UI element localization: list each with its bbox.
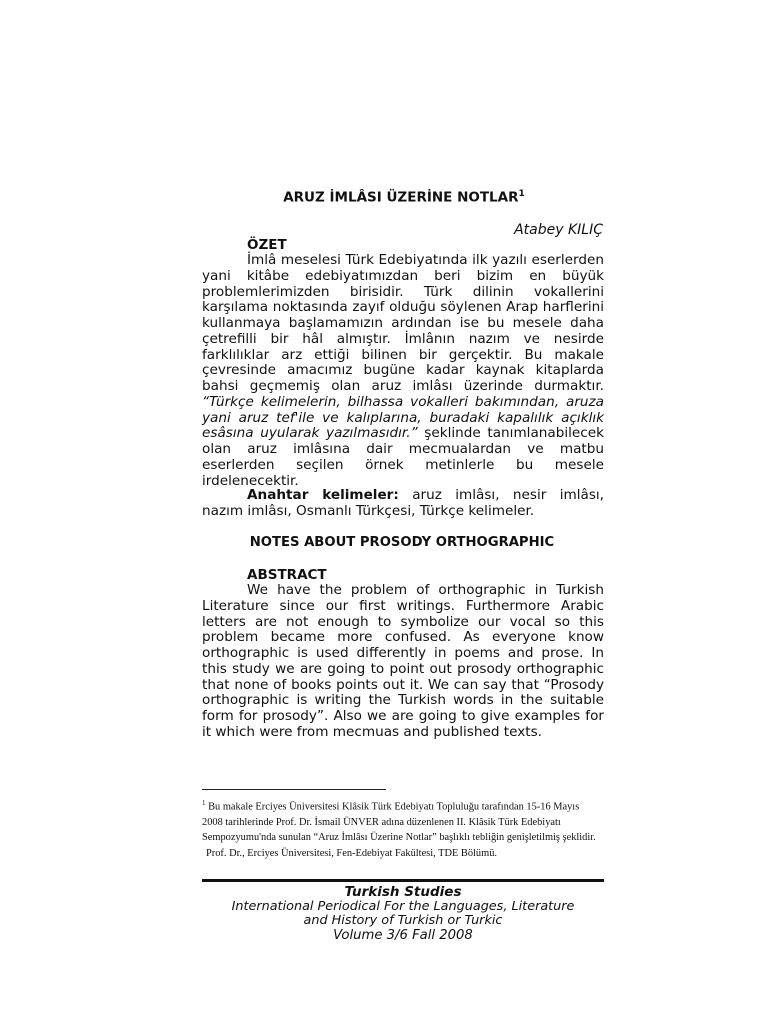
footnote-2: Prof. Dr., Erciyes Üniversitesi, Fen-Edebiyat Fakültesi, TDE Bölümü. bbox=[206, 847, 497, 859]
author-name: Atabey KILIÇ bbox=[514, 222, 603, 238]
english-title: NOTES ABOUT PROSODY ORTHOGRAPHIC bbox=[249, 535, 555, 550]
article-title bbox=[200, 189, 608, 206]
footnote-separator bbox=[202, 789, 386, 790]
journal-separator bbox=[202, 879, 604, 882]
abstract-paragraph: We have the problem of orthographic in Turkish Literature since our first writings. Furthermore Arabic letters are not enough to symbolize our vocal so this problem became more confused. As everyone know orthographic is used differently in poems and prose. In this study we are going to point out prosody orthographic that none of books points out it. We can say that “Prosody orthographic is writing the Turkish words in the suitable form for prosody”. Also we are going to give examples for it which were from mecmuas and published texts. bbox=[202, 582, 604, 740]
journal-subtitle-line1: International Periodical For the Languages, Literature bbox=[231, 898, 575, 914]
footnote-1-text: Bu makale Erciyes Üniversitesi Klâsik Türk Edebiyatı Topluluğu tarafından 15-16 Mayıs 2008 tarihlerinde Prof. Dr. İsmail ÜNVER adına düzenlenen II. Klâsik Türk Edebiyatı Sempozyumu'nda sunulan “Aruz İmlâsı Üzerine Notlar” başlıklı tebliğin genişletilmiş şeklidir. bbox=[202, 801, 596, 844]
article-title-text: ARUZ İMLÂSI ÜZERİNE NOTLAR bbox=[283, 189, 519, 206]
ozet-heading: ÖZET bbox=[247, 237, 287, 253]
keywords-text: aruz imlâsı, nesir imlâsı, nazım imlâsı, Osmanlı Türkçesi, Türkçe kelimeler. bbox=[202, 487, 604, 519]
ozet-paragraph bbox=[202, 253, 604, 489]
abstract-heading: ABSTRACT bbox=[247, 567, 327, 583]
journal-footer bbox=[202, 885, 604, 943]
ozet-text-part1: İmlâ meselesi Türk Edebiyatında ilk yazılı eserlerden yani kitâbe edebiyatımızdan beri bizim en büyük problemlerimizden birisidir. Türk dilinin vokallerini karşılama noktasında zayıf olduğu söylenen Arap harflerini kullanmaya başlamamızın ardından ise bu mesele daha çetrefilli bir hâl almıştır. İmlânın nazım ve nesirde farklılıklar arz ettiği bilinen bir gerçektir. Bu makale çevresinde amacımız bugüne kadar kaynak kitaplarda bahsi geçmemiş olan aruz imlâsı üzerinde durmaktır. bbox=[202, 252, 604, 394]
ozet-text-part2: şeklinde tanımlanabilecek olan aruz imlâsına dair mecmualardan ve matbu eserlerden seçilen örnek metinlerle bu mesele irdelenecektir. bbox=[202, 425, 604, 489]
footnotes bbox=[202, 796, 602, 861]
journal-volume: Volume 3/6 Fall 2008 bbox=[333, 927, 473, 943]
keywords-label: Anahtar kelimeler: bbox=[247, 487, 399, 503]
keywords-paragraph bbox=[202, 488, 604, 520]
title-footnote-marker: 1 bbox=[518, 189, 525, 199]
footnote-1 bbox=[202, 796, 602, 846]
ozet-definition-quote: “Türkçe kelimelerin, bilhassa vokalleri bakımından, aruza yani aruz tef'ile ve kalıplarına, buradaki kapalılık açıklık esâsına uyularak yazılmasıdır.” bbox=[202, 393, 604, 442]
journal-subtitle-line2: and History of Turkish or Turkic bbox=[303, 913, 503, 928]
footnote-1-marker: 1 bbox=[202, 799, 206, 807]
journal-name: Turkish Studies bbox=[344, 884, 462, 900]
